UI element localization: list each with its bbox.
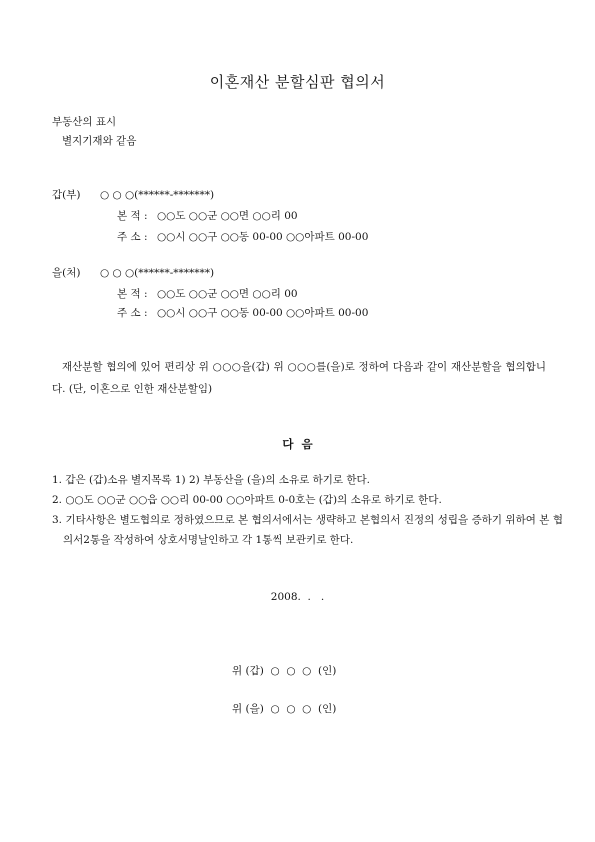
list-item: 3. 기타사항은 별도협의로 정하였으므로 본 협의서에서는 생략하고 본협의서 진정의 성립을 증하기 위하여 본 협의서2통을 작성하여 상호서명날인하고 각 1통씩 보관키로 한다.: [52, 514, 563, 546]
party-a-address: ○○시 ○○구 ○○동 00-00 ○○아파트 00-00: [157, 231, 369, 243]
party-a-address-label: 주 소 :: [117, 231, 148, 243]
signature-line-a: 위 (갑) ○ ○ ○ (인): [232, 665, 337, 677]
party-a-domicile-label: 본 적 :: [117, 210, 148, 222]
document-title: 이혼재산 분할심판 협의서: [209, 73, 386, 91]
party-b-address: ○○시 ○○구 ○○동 00-00 ○○아파트 00-00: [157, 307, 369, 319]
party-b-domicile-label: 본 적 :: [117, 288, 148, 300]
party-a-domicile: ○○도 ○○군 ○○면 ○○리 00: [157, 210, 298, 222]
section-heading: 다 음: [282, 437, 313, 451]
list-item: 2. ○○도 ○○군 ○○읍 ○○리 00-00 ○○아파트 0-0호는 (갑)의 소유로 하기로 한다.: [52, 494, 442, 506]
property-detail: 별지기재와 같음: [62, 135, 137, 147]
party-a-name: ○ ○ ○(******-*******): [100, 189, 215, 201]
party-b-label: 을(처): [52, 267, 81, 279]
property-heading: 부동산의 표시: [52, 116, 117, 128]
party-a-label: 갑(부): [52, 189, 81, 201]
party-b-domicile: ○○도 ○○군 ○○면 ○○리 00: [157, 288, 298, 300]
intro-paragraph: 재산분할 협의에 있어 편리상 위 ○○○을(갑) 위 ○○○를(을)로 정하여 다음과 같이 재산분할을 협의합니다. (단, 이혼으로 인한 재산분할임): [52, 361, 546, 395]
list-item: 1. 갑은 (갑)소유 별지목록 1) 2) 부동산을 (을)의 소유로 하기로 한다.: [52, 474, 370, 486]
party-b-address-label: 주 소 :: [117, 307, 148, 319]
document-date: 2008. . .: [270, 591, 325, 603]
party-b-name: ○ ○ ○(******-*******): [100, 267, 215, 279]
signature-line-b: 위 (을) ○ ○ ○ (인): [232, 703, 337, 715]
